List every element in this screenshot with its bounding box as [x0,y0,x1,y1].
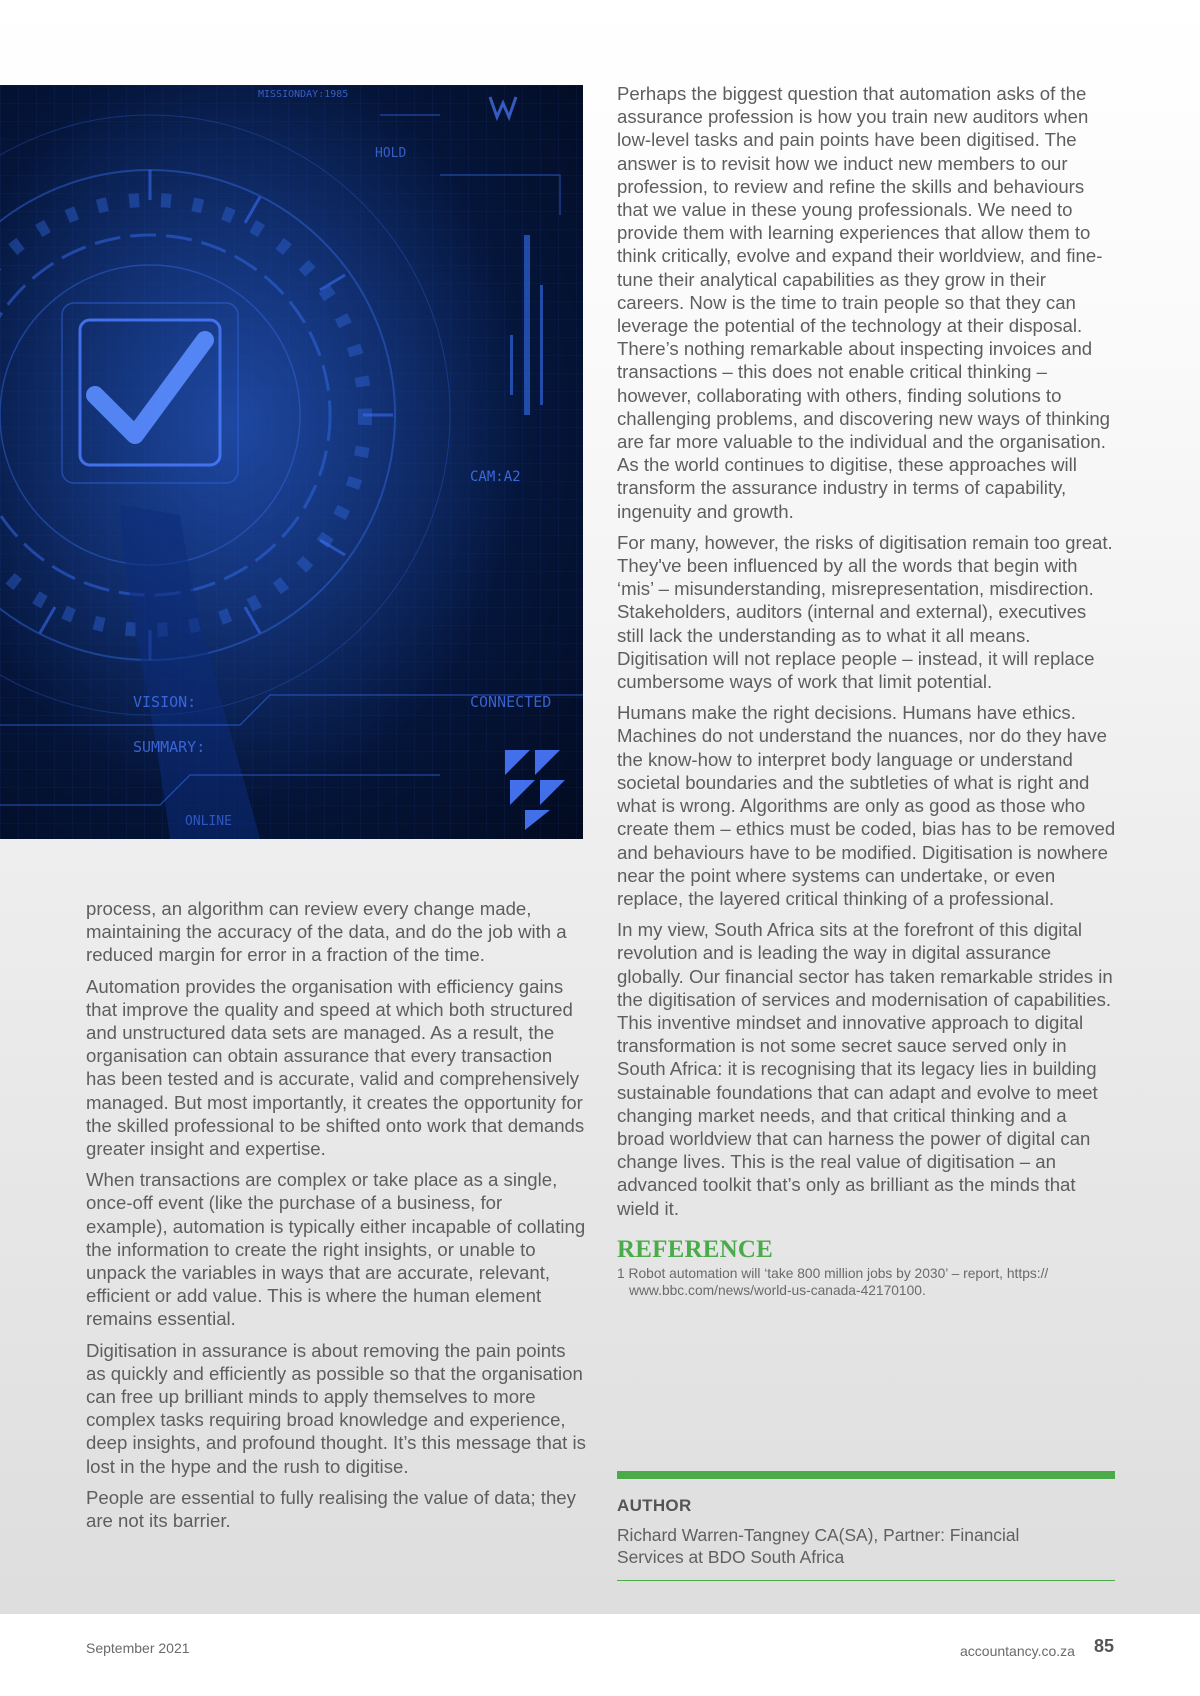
author-heading: AUTHOR [617,1496,692,1515]
left-paragraph-4: Digitisation in assurance is about removing the pain points as quickly and efficiently as possible so that the organisation can free up brilliant minds to apply themselves to more complex tasks requiring broad knowledge and experience, deep insights, and profound thought. It’s this message that is lost in the hype and the rush to digitise. [86,1339,586,1477]
left-paragraph-5: People are essential to fully realising the value of data; they are not its barrier. [86,1486,576,1532]
hud-label-connected: CONNECTED [470,693,552,711]
right-paragraph-3: Humans make the right decisions. Humans have ethics. Machines do not understand the nuances, nor do they have the know-how to interpret body language or understand societal boundaries and the subtleties of what is right and what is wrong. Algorithms are only as good as those who create them – ethics must be coded, bias has to be removed and behaviours have to be modified. Digitisation is nowhere near the point where systems can undertake, or even replace, the layered critical thinking of a professional. [617,702,1116,909]
reference-heading: REFERENCE [617,1235,773,1263]
footer-site: accountancy.co.za [960,1643,1075,1659]
hud-label-mission: MISSIONDAY:1985 [258,89,349,100]
left-paragraph-3: When transactions are complex or take place as a single, once-off event (like the purchase of a business, for example), automation is typically either incapable of collating the information to create the right insights, or unable to unpack the variables in ways that are accurate, relevant, efficient or add value. This is where the human element remains essential. [86,1169,586,1330]
right-paragraph-4: In my view, South Africa sits at the forefront of this digital revolution and is leading the way in digital assurance globally. Our financial sector has taken remarkable strides in the digitisation of services and modernisation of capabilities. This inventive mindset and innovative approach to digital transformation is not some secret sauce served only in South Africa: it is recognising that its legacy lies in building sustainable foundations that can adapt and evolve to meet changing market needs, and that critical thinking and a broad worldview that can harness the power of digital can change lives. This is the real value of digitisation – an advanced toolkit that’s only as brilliant as the minds that wield it. [617,919,1113,1219]
reference-item: 1 Robot automation will ‘take 800 million jobs by 2030’ – report, https:// www.bbc.com/news/world-us-canada-42170100. [617,1265,1049,1298]
hud-label-cam: CAM:A2 [470,469,521,485]
hud-label-summary: SUMMARY: [133,738,206,756]
right-column [617,82,1117,1299]
author-bottom-rule [617,1580,1115,1581]
digital-checkmark-illustration [0,85,583,839]
left-paragraph-1: process, an algorithm can review every change made, maintaining the accuracy of the data, and do the job with a reduced margin for error in a fraction of the time. [86,898,567,966]
hero-image [0,85,583,839]
author-divider-bar [617,1471,1115,1479]
right-paragraph-2: For many, however, the risks of digitisation remain too great. They've been influenced by all the words that begin with ‘mis’ – misunderstanding, misrepresentation, misdirection. Stakeholders, auditors (internal and external), executives still lack the understanding as to what it all means. Digitisation will not replace people – instead, it will replace cumbersome ways of work that limit potential. [617,531,1113,693]
left-paragraph-2: Automation provides the organisation with efficiency gains that improve the quality and speed at which both structured and unstructured data sets are managed. As a result, the organisation can obtain assurance that every transaction has been tested and is accurate, valid and comprehensively managed. But most importantly, it creates the opportunity for the skilled professional to be shifted onto work that demands greater insight and expertise. [86,975,585,1160]
author-bio: Richard Warren-Tangney CA(SA), Partner: Financial Services at BDO South Africa [617,1525,1020,1567]
hud-label-vision: VISION: [133,693,197,711]
hud-label-hold: HOLD [375,146,407,161]
left-column [86,897,586,1540]
hud-label-online: ONLINE [185,814,232,829]
footer-date: September 2021 [86,1640,190,1656]
right-paragraph-1: Perhaps the biggest question that automation asks of the assurance profession is how you train new auditors when low-level tasks and pain points have been digitised. The answer is to revisit how we induct new members to our profession, to review and refine the skills and behaviours that we value in these young professionals. We need to provide them with learning experiences that allow them to think critically, evolve and expand their worldview, and fine-tune their analytical capabilities as they grow in their careers. Now is the time to train people so that they can leverage the potential of the technology at their disposal. There’s nothing remarkable about inspecting invoices and transactions – this does not enable critical thinking – however, collaborating with others, finding solutions to challenging problems, and discovering new ways of thinking are far more valuable to the individual and the organisation. As the world continues to digitise, these approaches will transform the assurance industry in terms of capability, ingenuity and growth. [617,83,1111,522]
page-number: 85 [1094,1636,1115,1656]
